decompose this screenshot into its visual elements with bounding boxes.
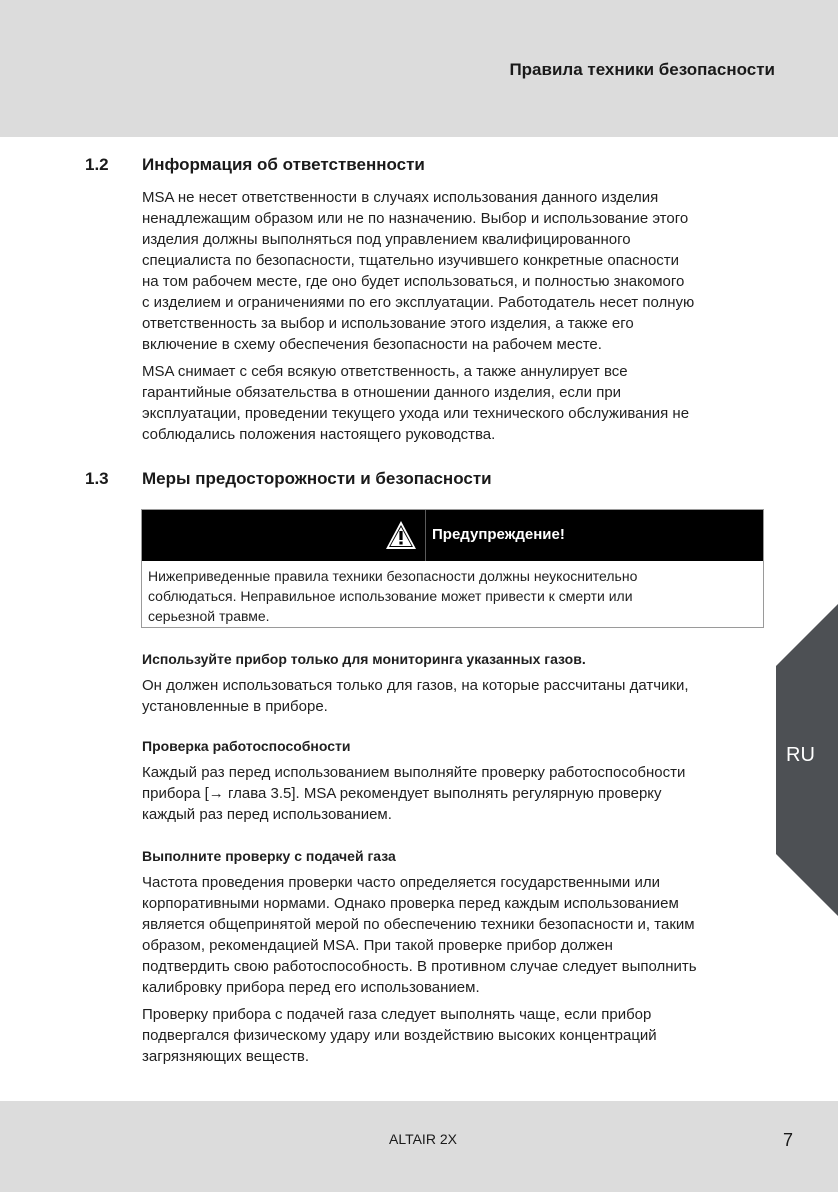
language-tab-label: RU bbox=[786, 744, 815, 766]
liability-paragraph-2 bbox=[142, 361, 767, 445]
text-line: образом, рекомендацией MSA. При такой проверке прибор должен bbox=[142, 937, 613, 954]
subheading-gas-monitoring: Используйте прибор только для мониторинга указанных газов. bbox=[142, 651, 586, 667]
text-line: каждый раз перед использованием. bbox=[142, 806, 392, 823]
footer-product-name: ALTAIR 2X bbox=[389, 1131, 457, 1147]
text-line: Проверку прибора с подачей газа следует выполнять чаще, если прибор bbox=[142, 1006, 652, 1023]
text-line: гарантийные обязательства в отношении данного изделия, если при bbox=[142, 384, 622, 401]
text-line: эксплуатации, проведении текущего ухода или технического обслуживания не bbox=[142, 405, 690, 422]
text-line: изделия должны выполняться под управлением квалифицированного bbox=[142, 231, 631, 248]
text-line: ответственность за выбор и использование этого изделия, а также его bbox=[142, 315, 634, 332]
function-check-paragraph bbox=[142, 762, 767, 825]
liability-paragraph-1 bbox=[142, 187, 767, 355]
text-line: загрязняющих веществ. bbox=[142, 1048, 310, 1065]
text-line: включение в схему обеспечения безопасности на рабочем месте. bbox=[142, 336, 602, 353]
text-line: Он должен использоваться только для газов, на которые рассчитаны датчики, bbox=[142, 677, 689, 694]
text-line: калибровку прибора перед его использованием. bbox=[142, 979, 480, 996]
text-line: Каждый раз перед использованием выполняйте проверку работоспособности bbox=[142, 764, 686, 781]
section-number-1-2: 1.2 bbox=[85, 155, 109, 174]
warning-divider bbox=[425, 510, 426, 561]
text-line: является общепринятой мерой по обеспечению техники безопасности и, таким bbox=[142, 916, 695, 933]
text-line: серьезной травме. bbox=[148, 608, 270, 624]
text-line: прибора [→ глава 3.5]. MSA рекомендует выполнять регулярную проверку bbox=[142, 785, 662, 802]
subheading-function-check: Проверка работоспособности bbox=[142, 738, 351, 754]
text-line: соблюдались положения настоящего руководства. bbox=[142, 426, 496, 443]
text-line: соблюдаться. Неправильное использование может привести к смерти или bbox=[148, 588, 633, 604]
warning-text bbox=[148, 566, 756, 626]
gas-monitoring-paragraph bbox=[142, 675, 767, 717]
section-number-1-3: 1.3 bbox=[85, 469, 109, 488]
text-line: специалиста по безопасности, тщательно изучившего конкретные опасности bbox=[142, 252, 680, 269]
bump-test-paragraph-1 bbox=[142, 872, 767, 998]
text-line: MSA не несет ответственности в случаях использования данного изделия bbox=[142, 189, 659, 206]
subheading-bump-test: Выполните проверку с подачей газа bbox=[142, 848, 396, 864]
warning-box bbox=[141, 509, 764, 628]
header-title: Правила техники безопасности bbox=[509, 60, 775, 79]
text-line: Частота проведения проверки часто определяется государственными или bbox=[142, 874, 660, 891]
bump-test-paragraph-2 bbox=[142, 1004, 767, 1067]
warning-triangle-icon bbox=[384, 519, 418, 551]
text-line: установленные в приборе. bbox=[142, 698, 328, 715]
text-line: ненадлежащим образом или не по назначению. Выбор и использование этого bbox=[142, 210, 689, 227]
section-title-liability: Информация об ответственности bbox=[142, 155, 425, 174]
text-line: подвергался физическому удару или воздействию высоких концентраций bbox=[142, 1027, 657, 1044]
text-line: корпоративными нормами. Однако проверка перед каждым использованием bbox=[142, 895, 679, 912]
text-line: Нижеприведенные правила техники безопасности должны неукоснительно bbox=[148, 568, 638, 584]
text-line: MSA снимает с себя всякую ответственность, а также аннулирует все bbox=[142, 363, 628, 380]
text-line: с изделием и ограничениями по его эксплуатации. Работодатель несет полную bbox=[142, 294, 695, 311]
text-line: на том рабочем месте, где оно будет использоваться, и полностью знакомого bbox=[142, 273, 685, 290]
page-number: 7 bbox=[783, 1130, 794, 1150]
warning-header bbox=[142, 510, 763, 561]
text-line: подтвердить свою работоспособность. В противном случае следует выполнить bbox=[142, 958, 697, 975]
section-title-precautions: Меры предосторожности и безопасности bbox=[142, 469, 492, 488]
warning-label: Предупреждение! bbox=[432, 526, 565, 543]
